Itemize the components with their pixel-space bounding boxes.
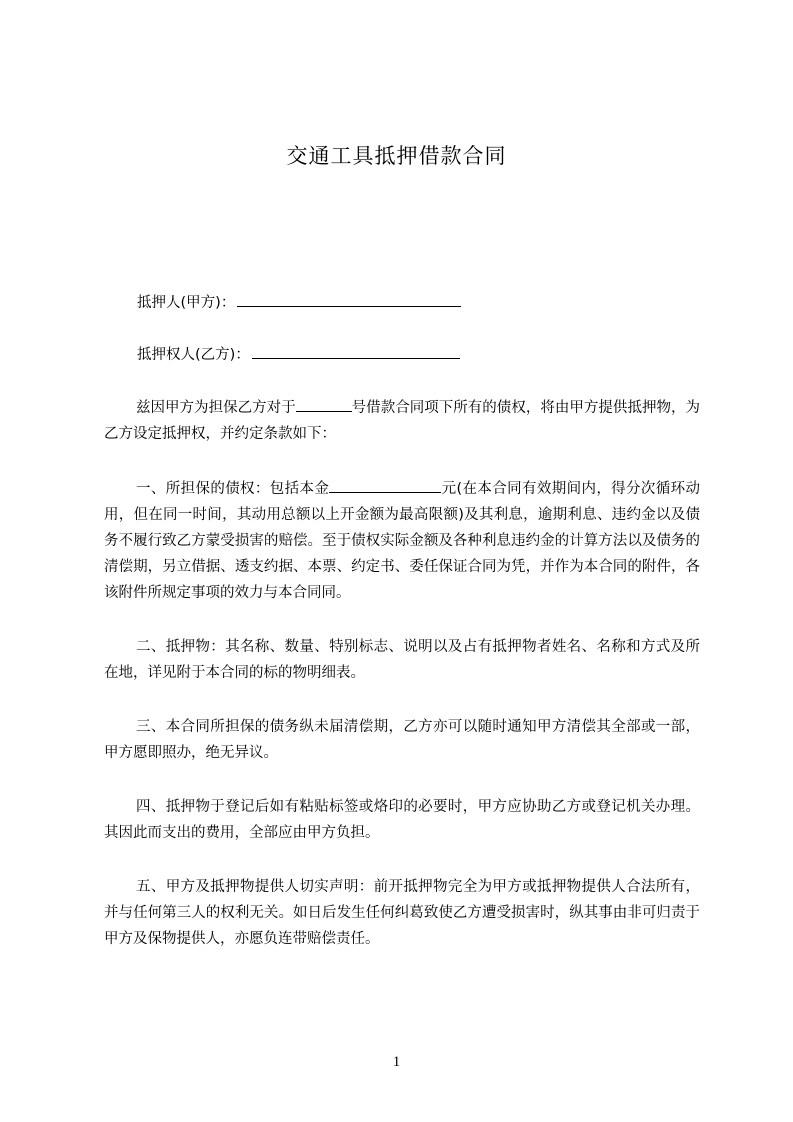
clause-1-text-start: 一、所担保的债权：包括本金: [136, 481, 330, 497]
clause-1-paragraph: [104, 476, 700, 606]
preamble-paragraph: [104, 395, 700, 447]
mortgagee-blank[interactable]: [252, 344, 460, 359]
principal-amount-blank[interactable]: [329, 478, 441, 493]
mortgagor-label: 抵押人(甲方)：: [137, 295, 236, 311]
page-number: 1: [392, 1054, 401, 1070]
document-title: 交通工具抵押借款合同: [286, 144, 507, 168]
mortgagee-field: [137, 344, 460, 365]
mortgagor-blank[interactable]: [237, 292, 461, 307]
preamble-text-end: 号借款合同项下所有的债权，将由甲方提供抵押物，为乙方设定抵押权，并约定条款如下：: [104, 400, 700, 442]
clause-1-text-end: 元(在本合同有效期间内，得分次循环动用，但在同一时间，其动用总额以上开金额为最高限额)及其利息，逾期利息、违约金以及债务不履行致乙方蒙受损害的赔偿。至于债权实际金额及各种利息违约金的计算方法以及债务的清偿期，另立借据、透支约据、本票、约定书、委任保证合同为凭，并作为本合同的附件，各该附件所规定事项的效力与本合同同。: [104, 481, 701, 601]
loan-contract-number-blank[interactable]: [296, 397, 352, 412]
clause-5-paragraph: 五、甲方及抵押物提供人切实声明：前开抵押物完全为甲方或抵押物提供人合法所有，并与任何第三人的权利无关。如日后发生任何纠葛致使乙方遭受损害时，纵其事由非可归责于甲方及保物提供人，亦愿负连带赔偿责任。: [104, 879, 700, 947]
preamble-text-start: 兹因甲方为担保乙方对于: [136, 400, 296, 416]
clause-4-paragraph: 四、抵押物于登记后如有粘贴标签或烙印的必要时，甲方应协助乙方或登记机关办理。其因此而支出的费用，全部应由甲方负担。: [104, 799, 700, 841]
clause-3-paragraph: 三、本合同所担保的债务纵未届清偿期，乙方亦可以随时通知甲方清偿其全部或一部，甲方愿即照办，绝无异议。: [104, 719, 700, 761]
mortgagee-label: 抵押权人(乙方)：: [137, 347, 250, 363]
mortgagor-field: [137, 292, 461, 313]
clause-2-paragraph: 二、抵押物：其名称、数量、特别标志、说明以及占有抵押物者姓名、名称和方式及所在地，详见附于本合同的标的物明细表。: [104, 639, 700, 681]
